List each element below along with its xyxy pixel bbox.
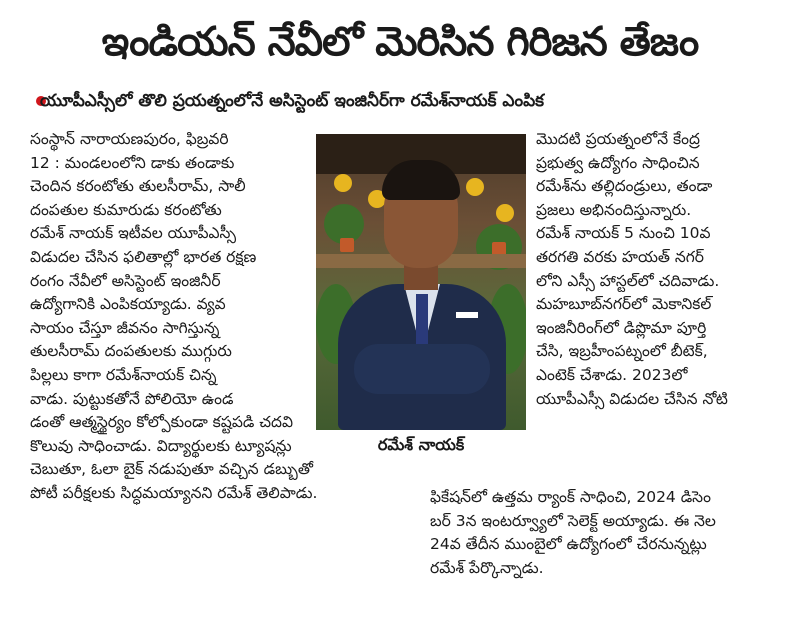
left-column bbox=[30, 128, 308, 411]
left-line: చెబుతూ, ఓలా బైక్ నడుపుతూ వచ్చిన డబ్బుతో bbox=[30, 460, 313, 479]
left-line: ఉద్యోగానికి ఎంపికయ్యాడు. వ్యవ bbox=[30, 295, 226, 314]
flower-decoration bbox=[496, 204, 514, 222]
right-line: రమేశ్‌ను తల్లిదండ్రులు, తండా bbox=[536, 177, 713, 196]
bottom-line: ఫికేషన్‌లో ఉత్తమ ర్యాంక్ సాధించి, 2024 డిసెం bbox=[430, 488, 711, 506]
left-line: రంగం నేవీలో అసిస్టెంట్ ఇంజినీర్ bbox=[30, 271, 221, 290]
person-arms bbox=[354, 344, 490, 394]
left-line: డంతో ఆత్మస్థైర్యం కోల్పోకుండా కష్టపడి చదవి bbox=[30, 413, 293, 431]
right-line: రమేశ్ నాయక్ 5 నుంచి 10వ bbox=[536, 224, 711, 243]
left-line: సంస్థాన్ నారాయణపురం, ఫిబ్రవరి bbox=[30, 130, 229, 148]
bottom-right-column bbox=[430, 486, 776, 580]
left-line: పిల్లలు కాగా రమేశ్‌నాయక్ చిన్న bbox=[30, 365, 217, 384]
right-line: చేసి, ఇబ్రహీంపట్నంలో బీటెక్, bbox=[536, 342, 708, 361]
flower-decoration bbox=[466, 178, 484, 196]
left-line: సాయం చేస్తూ జీవనం సాగిస్తున్న bbox=[30, 318, 220, 337]
bottom-line: 24వ తేదీన ముంబైలో ఉద్యోగంలో చేరనున్నట్లు bbox=[430, 535, 707, 554]
left-line: చెందిన కరంటోతు తులసీరామ్, సాలీ bbox=[30, 177, 246, 196]
left-line: కొలువు సాధించాడు. విద్యార్థులకు ట్యూషన్లు bbox=[30, 436, 292, 455]
portrait-photo bbox=[316, 134, 526, 430]
flower-decoration bbox=[334, 174, 352, 192]
headline: ఇండియన్ నేవీలో మెరిసిన గిరిజన తేజం bbox=[101, 19, 699, 65]
pot-decoration bbox=[340, 238, 354, 252]
pocket-square bbox=[456, 312, 478, 318]
left-line: విడుదల చేసిన ఫలితాల్లో భారత రక్షణ bbox=[30, 247, 257, 266]
right-line: మొదటి ప్రయత్నంలోనే కేంద్ర bbox=[536, 130, 700, 148]
left-line: వాడు. పుట్టుకతోనే పోలియో ఉండ bbox=[30, 389, 234, 408]
left-line: రమేశ్ నాయక్ ఇటీవల యూపీఎస్సీ bbox=[30, 224, 237, 243]
right-line: ప్రజలు అభినందిస్తున్నారు. bbox=[536, 200, 692, 219]
bottom-line: బర్ 3న ఇంటర్వ్యూలో సెలెక్ట్ అయ్యాడు. ఈ నెల bbox=[430, 511, 716, 530]
right-line: లోని ఎస్సీ హాస్టల్‌లో చదివాడు. bbox=[536, 271, 720, 290]
subhead: యూపీఎస్సీలో తొలి ప్రయత్నంలోనే అసిస్టెంట్ ఇంజినీర్‌గా రమేశ్‌నాయక్ ఎంపిక bbox=[40, 91, 545, 111]
left-line: పోటీ పరీక్షలకు సిద్ధమయ్యానని రమేశ్ తెలిపాడు. bbox=[30, 483, 318, 502]
left-line: 12 : మండలంలోని డాకు తండాకు bbox=[30, 153, 235, 172]
right-column bbox=[536, 128, 776, 411]
photo-caption: రమేశ్ నాయక్ bbox=[377, 435, 465, 454]
right-line: ఇంజినీరింగ్‌లో డిప్లొమా పూర్తి bbox=[536, 318, 707, 337]
left-line: తులసీరామ్ దంపతులకు ముగ్గురు bbox=[30, 342, 232, 361]
right-line: ప్రభుత్వ ఉద్యోగం సాధించిన bbox=[536, 153, 700, 172]
right-line: మహబూబ్‌నగర్‌లో మెకానికల్ bbox=[536, 295, 712, 314]
left-line: దంపతుల కుమారుడు కరంటోతు bbox=[30, 200, 222, 219]
right-line: యూపీఎస్సీ విడుదల చేసిన నోటి bbox=[536, 389, 728, 408]
right-line: తరగతి వరకు హయత్ నగర్ bbox=[536, 247, 704, 266]
bottom-line: రమేశ్ పేర్కొన్నాడు. bbox=[430, 558, 544, 577]
right-line: ఎంటెక్ చేశాడు. 2023లో bbox=[536, 365, 688, 384]
